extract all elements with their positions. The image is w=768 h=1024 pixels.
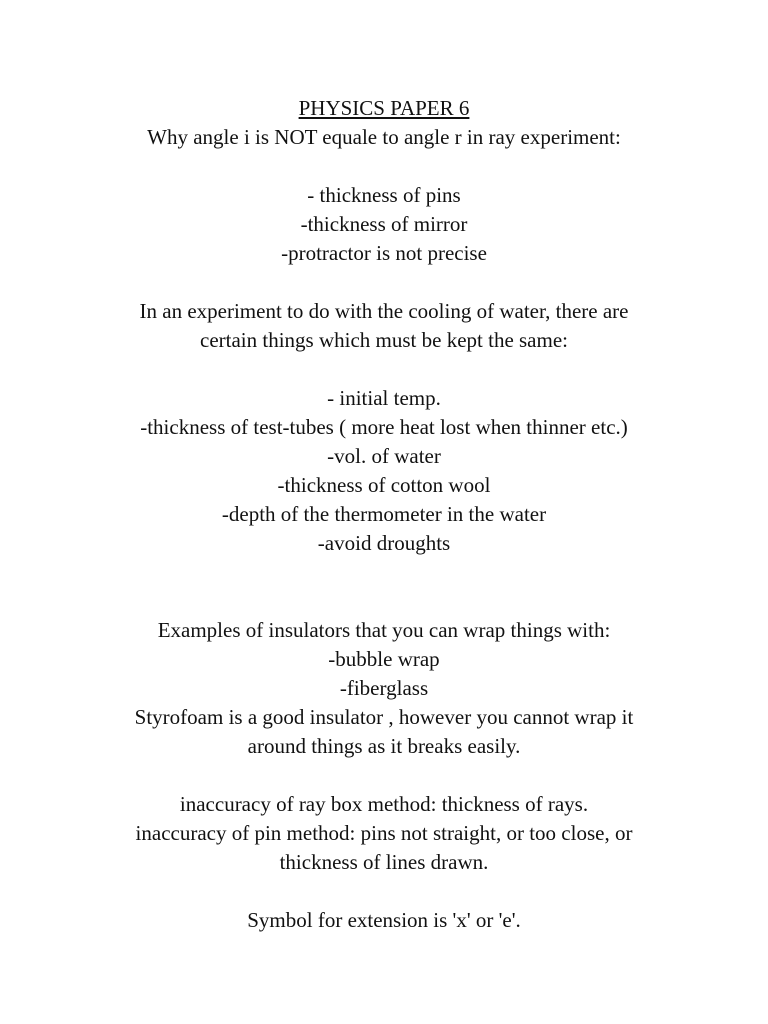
pin-method-inaccuracy-line-1: inaccuracy of pin method: pins not straight, or too close, or xyxy=(135,821,633,845)
cooling-experiment-heading-line-2: certain things which must be kept the same: xyxy=(200,328,568,352)
spacer xyxy=(0,558,768,616)
spacer xyxy=(0,877,768,906)
ray-experiment-heading: Why angle i is NOT equale to angle r in ray experiment: xyxy=(147,125,621,149)
list-item: - thickness of pins xyxy=(307,183,461,207)
spacer xyxy=(0,152,768,181)
insulators-heading: Examples of insulators that you can wrap things with: xyxy=(157,618,611,642)
document-page xyxy=(0,94,768,935)
list-item: -avoid droughts xyxy=(317,531,451,555)
list-item: -thickness of test-tubes ( more heat lost when thinner etc.) xyxy=(140,415,628,439)
list-item: -depth of the thermometer in the water xyxy=(221,502,547,526)
spacer xyxy=(0,268,768,297)
pin-method-inaccuracy-line-2: thickness of lines drawn. xyxy=(279,850,489,874)
styrofoam-note-line-2: around things as it breaks easily. xyxy=(247,734,521,758)
list-item: -fiberglass xyxy=(339,676,429,700)
spacer xyxy=(0,761,768,790)
list-item: -vol. of water xyxy=(327,444,441,468)
list-item: -thickness of mirror xyxy=(300,212,468,236)
styrofoam-note-line-1: Styrofoam is a good insulator , however you cannot wrap it xyxy=(134,705,634,729)
list-item: -protractor is not precise xyxy=(281,241,487,265)
ray-box-inaccuracy: inaccuracy of ray box method: thickness of rays. xyxy=(179,792,589,816)
spacer xyxy=(0,355,768,384)
list-item: - initial temp. xyxy=(327,386,441,410)
page-title: PHYSICS PAPER 6 xyxy=(298,96,470,120)
list-item: -bubble wrap xyxy=(328,647,440,671)
extension-symbol-note: Symbol for extension is 'x' or 'e'. xyxy=(247,908,521,932)
cooling-experiment-heading-line-1: In an experiment to do with the cooling of water, there are xyxy=(139,299,629,323)
list-item: -thickness of cotton wool xyxy=(277,473,491,497)
